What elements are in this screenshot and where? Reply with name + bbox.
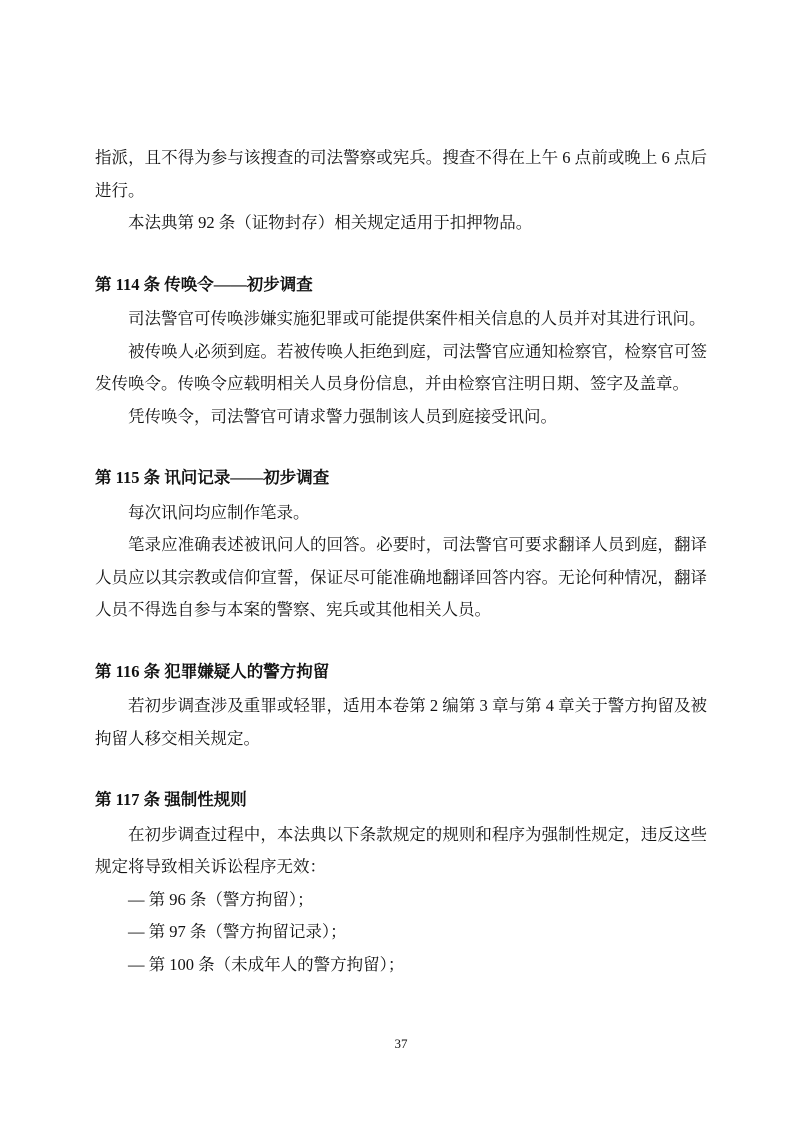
document-body bbox=[95, 142, 707, 981]
text-line: 指派，且不得为参与该搜查的司法警察或宪兵。搜查不得在上午 6 点前或晚上 6 点后 bbox=[95, 148, 707, 167]
paragraph bbox=[95, 401, 707, 434]
article-heading bbox=[95, 784, 707, 817]
text-line: 本法典第 92 条（证物封存）相关规定适用于扣押物品。 bbox=[128, 213, 533, 232]
paragraph bbox=[95, 336, 707, 401]
paragraph bbox=[95, 529, 707, 627]
text-line: 发传唤令。传唤令应载明相关人员身份信息，并由检察官注明日期、签字及盖章。 bbox=[95, 374, 689, 393]
text-line: 在初步调查过程中，本法典以下条款规定的规则和程序为强制性规定，违反这些 bbox=[128, 824, 707, 844]
text-line: 若初步调查涉及重罪或轻罪，适用本卷第 2 编第 3 章与第 4 章关于警方拘留及被 bbox=[128, 696, 707, 715]
text-line: 人员应以其宗教或信仰宣誓，保证尽可能准确地翻译回答内容。无论何种情况，翻译 bbox=[95, 567, 707, 587]
paragraph bbox=[95, 303, 707, 336]
paragraph bbox=[95, 497, 707, 530]
article-heading bbox=[95, 269, 707, 302]
paragraph bbox=[95, 819, 707, 884]
text-line: — 第 97 条（警方拘留记录）； bbox=[128, 922, 347, 941]
text-line: 每次讯问均应制作笔录。 bbox=[128, 502, 310, 522]
text-line: 凭传唤令，司法警官可请求警力强制该人员到庭接受讯问。 bbox=[128, 406, 557, 426]
text-line: — 第 96 条（警方拘留）； bbox=[128, 889, 314, 909]
text-line: — 第 100 条（未成年人的警方拘留）； bbox=[128, 954, 405, 974]
text-line: 第 114 条 传唤令——初步调查 bbox=[95, 274, 313, 294]
text-line: 规定将导致相关诉讼程序无效： bbox=[95, 857, 326, 876]
text-line: 拘留人移交相关规定。 bbox=[95, 728, 260, 748]
list-item bbox=[95, 916, 707, 949]
text-line: 第 115 条 讯问记录——初步调查 bbox=[95, 468, 330, 487]
text-line: 司法警官可传唤涉嫌实施犯罪或可能提供案件相关信息的人员并对其进行讯问。 bbox=[128, 309, 706, 328]
text-line: 人员不得选自参与本案的警察、宪兵或其他相关人员。 bbox=[95, 600, 491, 619]
article-heading bbox=[95, 462, 707, 495]
text-line: 笔录应准确表述被讯问人的回答。必要时，司法警官可要求翻译人员到庭，翻译 bbox=[128, 535, 707, 554]
paragraph bbox=[95, 207, 707, 240]
text-line: 第 116 条 犯罪嫌疑人的警方拘留 bbox=[95, 661, 330, 681]
paragraph bbox=[95, 142, 707, 207]
list-item bbox=[95, 949, 707, 982]
text-line: 第 117 条 强制性规则 bbox=[95, 790, 247, 809]
text-line: 进行。 bbox=[95, 180, 145, 200]
article-heading bbox=[95, 656, 707, 689]
paragraph bbox=[95, 690, 707, 755]
text-line: 被传唤人必须到庭。若被传唤人拒绝到庭，司法警官应通知检察官，检察官可签 bbox=[128, 341, 707, 361]
list-item bbox=[95, 884, 707, 917]
page-number: 37 bbox=[394, 1036, 408, 1051]
